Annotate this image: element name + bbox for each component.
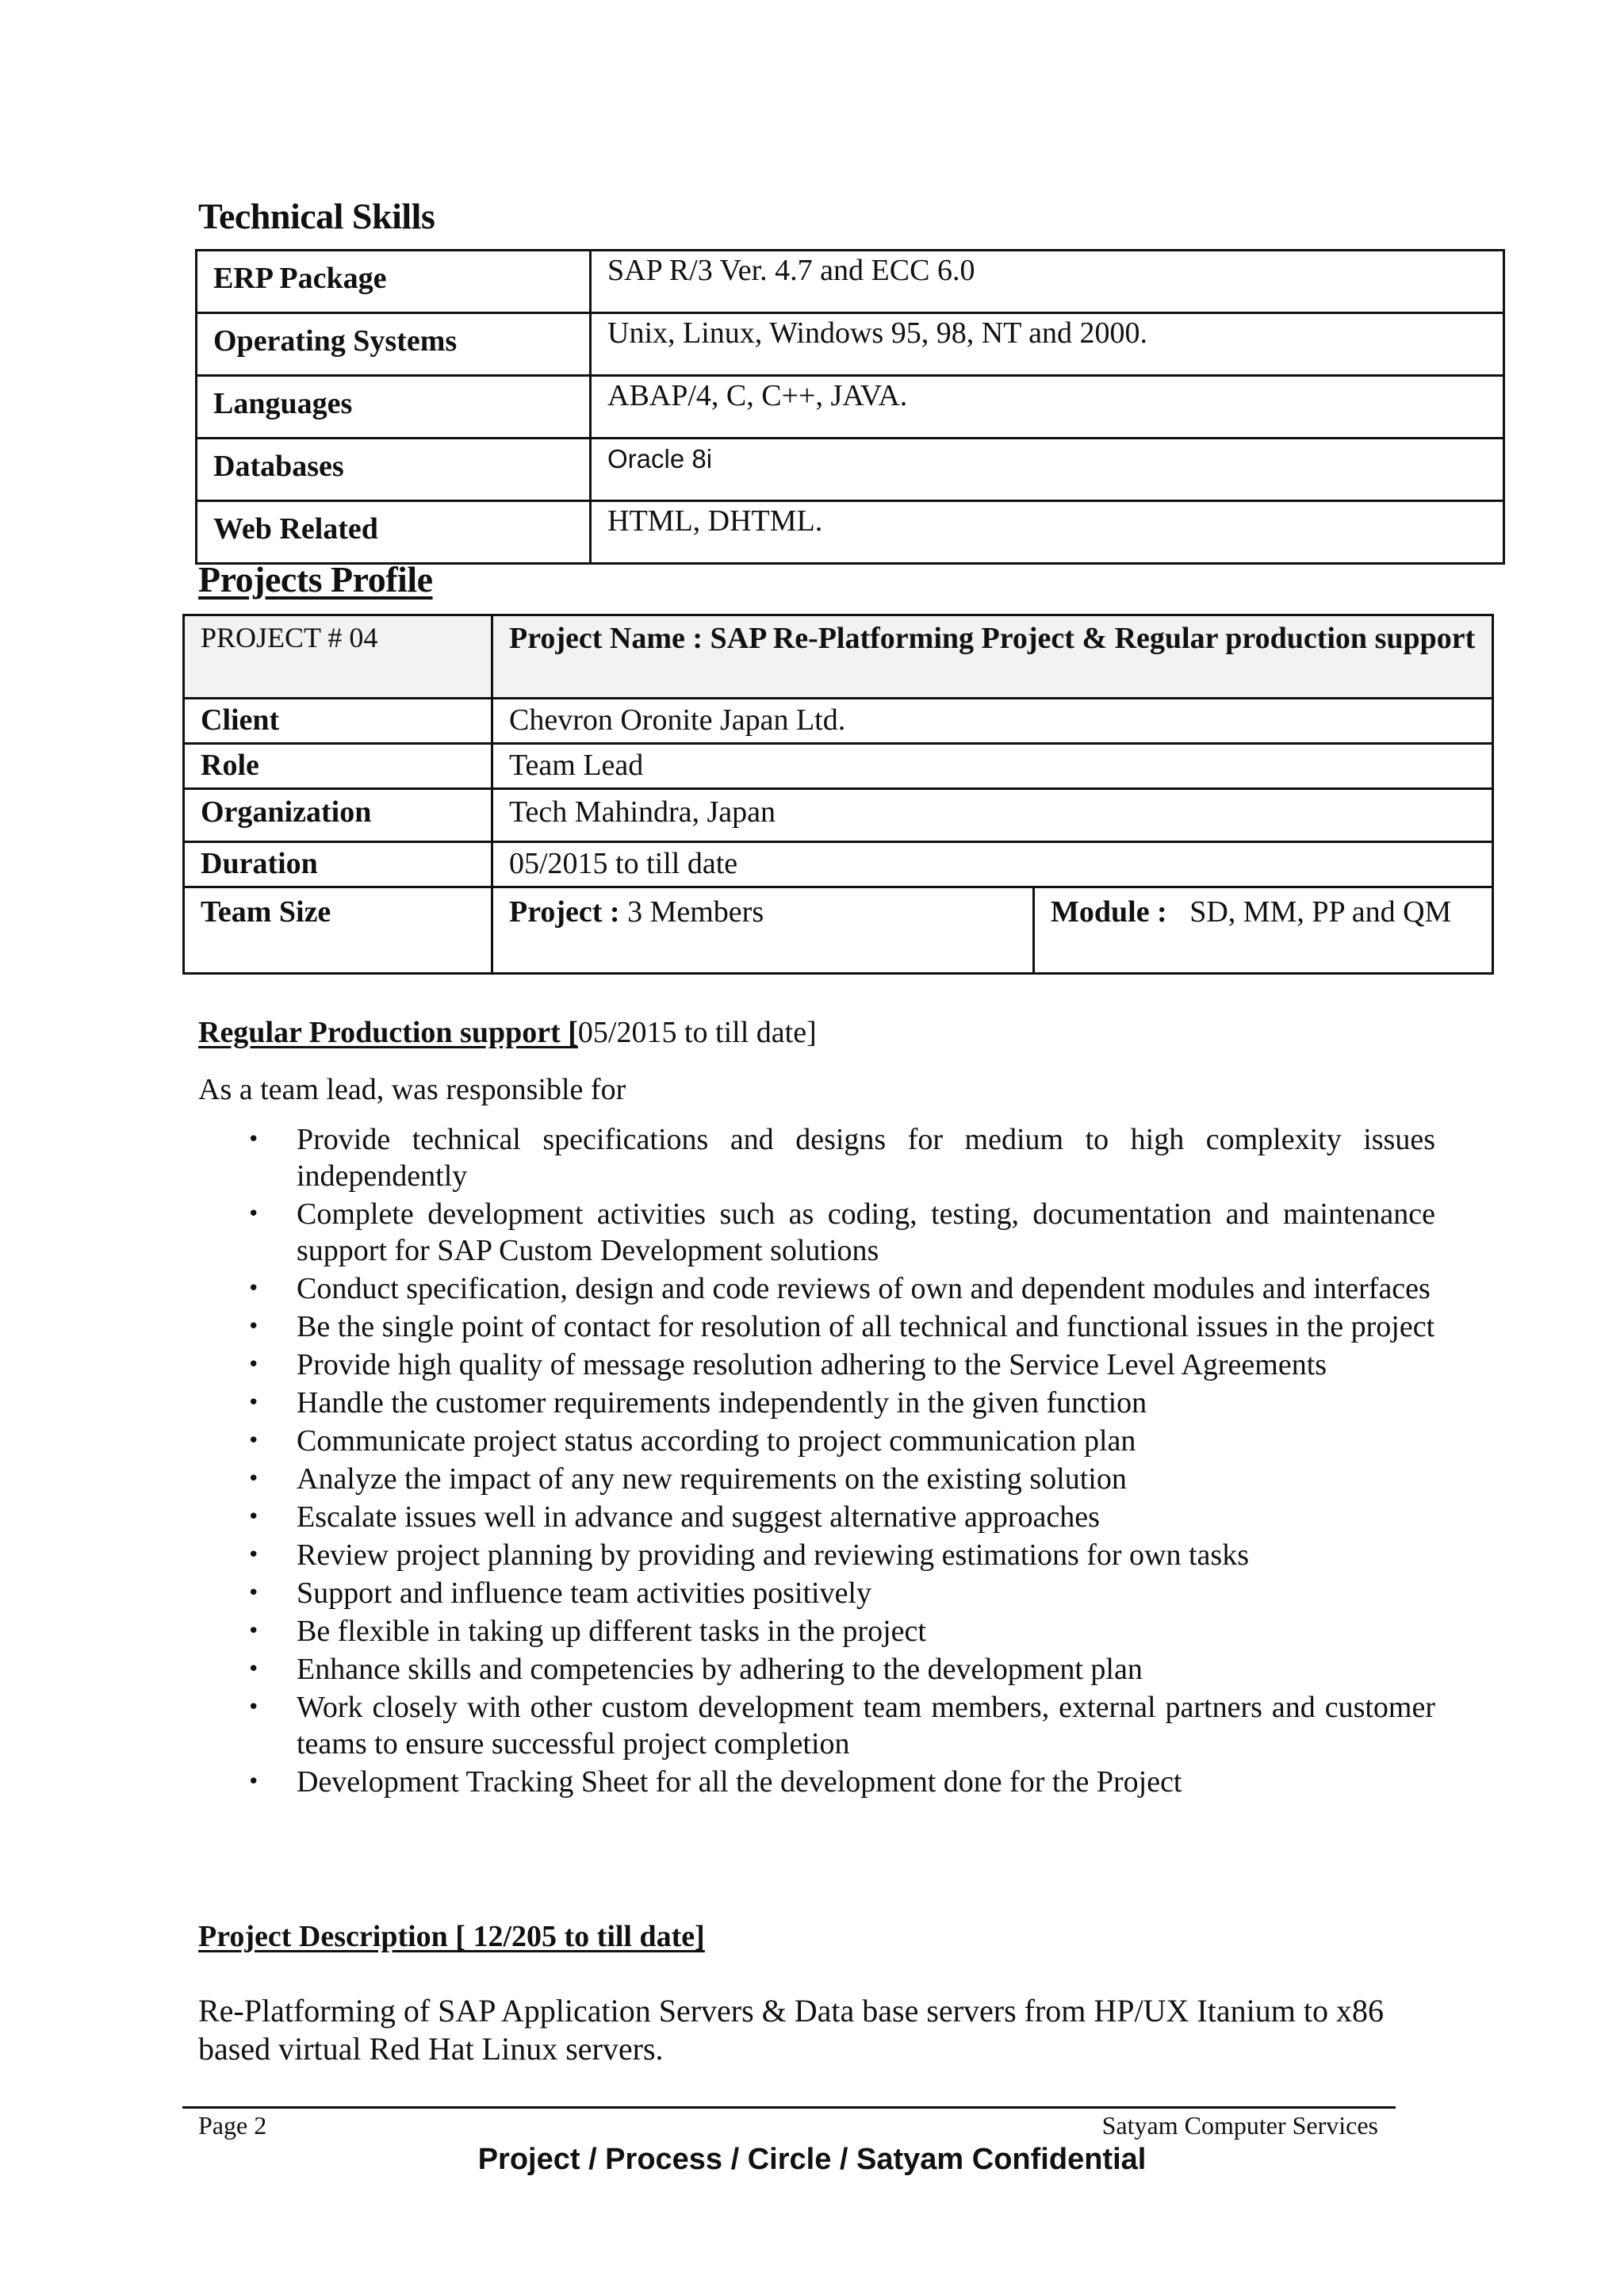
list-item: • Complete development activities such as coding, testing, documentation and maintenance support for SAP Custom Development solutions bbox=[198, 1196, 1435, 1269]
page-number: Page 2 bbox=[198, 2111, 267, 2140]
detail-value: Team Lead bbox=[492, 744, 1493, 789]
list-item: • Be the single point of contact for resolution of all technical and functional issues in the project bbox=[198, 1308, 1435, 1345]
skill-label: Languages bbox=[197, 376, 591, 439]
skill-value: Unix, Linux, Windows 95, 98, NT and 2000. bbox=[591, 313, 1504, 376]
project-description-title: Project Description [ 12/205 to till date] bbox=[198, 1920, 705, 1953]
responsibilities-list bbox=[198, 1121, 1435, 1802]
skill-label: Databases bbox=[197, 439, 591, 501]
detail-label: Client bbox=[184, 699, 492, 744]
team-module-cell bbox=[1034, 887, 1493, 974]
table-row bbox=[197, 376, 1504, 439]
detail-label: Duration bbox=[184, 842, 492, 887]
list-item: • Work closely with other custom development team members, external partners and customer teams to ensure successful project completion bbox=[198, 1689, 1435, 1762]
detail-label: Organization bbox=[184, 789, 492, 842]
technical-skills-title: Technical Skills bbox=[198, 196, 435, 236]
list-item: • Development Tracking Sheet for all the development done for the Project bbox=[198, 1764, 1435, 1800]
table-row bbox=[184, 789, 1493, 842]
table-row bbox=[197, 439, 1504, 501]
skill-value: Oracle 8i bbox=[591, 439, 1504, 501]
company-name: Satyam Computer Services bbox=[1101, 2111, 1378, 2140]
project-name-label: Project Name bbox=[509, 622, 685, 655]
project-name-value: : SAP Re-Platforming Project & Regular production support bbox=[692, 622, 1476, 655]
list-item: • Provide technical specifications and designs for medium to high complexity issues independently bbox=[198, 1121, 1435, 1194]
table-row bbox=[184, 699, 1493, 744]
footer-divider bbox=[182, 2106, 1396, 2109]
list-item: • Enhance skills and competencies by adhering to the development plan bbox=[198, 1651, 1435, 1688]
responsibilities-intro: As a team lead, was responsible for bbox=[198, 1073, 626, 1106]
team-project-label: Project : bbox=[509, 895, 620, 929]
table-row bbox=[184, 615, 1493, 699]
list-item: • Provide high quality of message resolution adhering to the Service Level Agreements bbox=[198, 1347, 1435, 1383]
team-project-cell bbox=[492, 887, 1034, 974]
confidentiality-notice: Project / Process / Circle / Satyam Confidential bbox=[477, 2143, 1147, 2176]
list-item: • Communicate project status according to project communication plan bbox=[198, 1423, 1435, 1459]
table-row bbox=[197, 251, 1504, 313]
team-project-value: 3 Members bbox=[627, 895, 764, 929]
list-item: • Handle the customer requirements independently in the given function bbox=[198, 1385, 1435, 1421]
list-item: • Analyze the impact of any new requirements on the existing solution bbox=[198, 1461, 1435, 1497]
table-row bbox=[197, 313, 1504, 376]
detail-value: Chevron Oronite Japan Ltd. bbox=[492, 699, 1493, 744]
project-description-heading bbox=[198, 1919, 705, 1954]
table-row bbox=[197, 501, 1504, 564]
skill-label: Operating Systems bbox=[197, 313, 591, 376]
skill-value: ABAP/4, C, C++, JAVA. bbox=[591, 376, 1504, 439]
production-support-period: 05/2015 to till date] bbox=[577, 1016, 817, 1049]
skill-value: HTML, DHTML. bbox=[591, 501, 1504, 564]
skill-value: SAP R/3 Ver. 4.7 and ECC 6.0 bbox=[591, 251, 1504, 313]
detail-value: Tech Mahindra, Japan bbox=[492, 789, 1493, 842]
project-number: PROJECT # 04 bbox=[184, 615, 492, 699]
detail-value: 05/2015 to till date bbox=[492, 842, 1493, 887]
list-item: • Escalate issues well in advance and suggest alternative approaches bbox=[198, 1499, 1435, 1535]
detail-label: Role bbox=[184, 744, 492, 789]
list-item: • Be flexible in taking up different tasks in the project bbox=[198, 1613, 1435, 1649]
list-item: • Support and influence team activities positively bbox=[198, 1575, 1435, 1611]
team-size-label: Team Size bbox=[184, 887, 492, 974]
project-details-table bbox=[182, 614, 1494, 975]
table-row bbox=[184, 887, 1493, 974]
skill-label: Web Related bbox=[197, 501, 591, 564]
list-item: • Conduct specification, design and code reviews of own and dependent modules and interfaces bbox=[198, 1270, 1435, 1307]
projects-profile-title: Projects Profile bbox=[198, 559, 433, 600]
production-support-title: Regular Production support [ bbox=[198, 1016, 578, 1049]
project-name-cell bbox=[492, 615, 1493, 699]
list-item: • Review project planning by providing and reviewing estimations for own tasks bbox=[198, 1537, 1435, 1573]
technical-skills-table bbox=[195, 249, 1505, 565]
project-description-text: Re-Platforming of SAP Application Servers & Data base servers from HP/UX Itanium to x86 based virtual Red Hat Linux servers. bbox=[198, 1993, 1384, 2067]
production-support-heading bbox=[198, 1015, 817, 1050]
skill-label: ERP Package bbox=[197, 251, 591, 313]
table-row bbox=[184, 842, 1493, 887]
team-module-value: SD, MM, PP and QM bbox=[1189, 895, 1452, 929]
table-row bbox=[184, 744, 1493, 789]
team-module-label: Module : bbox=[1051, 895, 1167, 929]
